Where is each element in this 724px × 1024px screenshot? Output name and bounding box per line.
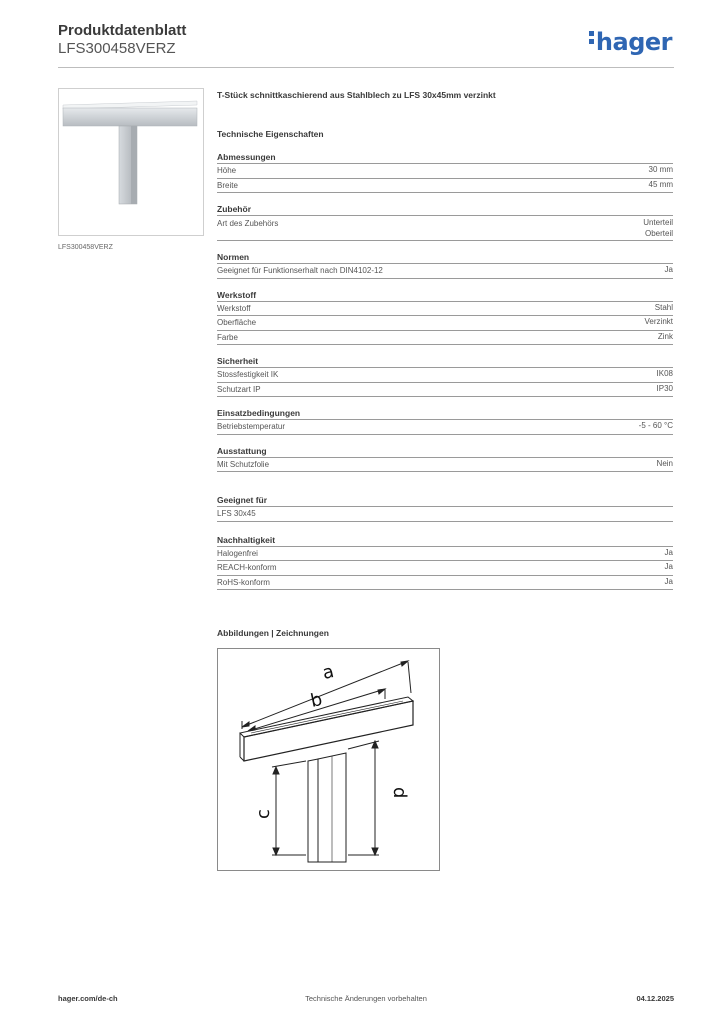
section-heading: Nachhaltigkeit	[217, 534, 673, 547]
spec-label: REACH-konform	[217, 563, 277, 572]
spec-value	[639, 420, 673, 434]
spec-label: Farbe	[217, 332, 238, 342]
product-photo-icon	[59, 89, 205, 237]
document-title: Produktdatenblatt	[58, 22, 187, 39]
spec-value-line: IK08	[656, 369, 673, 378]
logo-text: hager	[595, 28, 672, 56]
spec-section	[217, 494, 673, 522]
spec-value-line: 45 mm	[648, 179, 673, 189]
spec-label: Halogenfrei	[217, 548, 258, 558]
spec-value	[649, 179, 673, 193]
spec-label: Oberfläche	[217, 318, 257, 327]
spec-value-line: Oberteil	[644, 229, 673, 238]
spec-value	[643, 217, 673, 239]
spec-row	[217, 576, 673, 591]
section-heading: Werkstoff	[217, 289, 673, 302]
spec-label: Höhe	[217, 166, 237, 175]
spec-section	[217, 251, 673, 279]
tech-properties-title: Technische Eigenschaften	[217, 129, 324, 139]
spec-row	[217, 264, 673, 279]
dim-label-a: a	[320, 661, 336, 684]
page-header	[58, 22, 674, 68]
spec-row	[217, 458, 673, 473]
specifications	[217, 88, 673, 590]
spec-label: Betriebstemperatur	[217, 422, 286, 431]
spec-value-line: Ja	[664, 265, 673, 274]
dimension-drawing	[217, 648, 440, 871]
spec-value	[665, 547, 673, 561]
section-heading: Einsatzbedingungen	[217, 407, 673, 420]
spec-row	[217, 368, 673, 383]
spec-label: Geeignet für Funktionserhalt nach DIN4102-12	[217, 266, 383, 275]
product-image	[58, 88, 204, 236]
spec-row	[217, 216, 673, 241]
spec-row	[217, 331, 673, 346]
figures-title: Abbildungen | Zeichnungen	[217, 628, 329, 638]
section-heading: Zubehör	[217, 203, 673, 216]
dim-label-b: b	[308, 688, 325, 712]
spec-value	[657, 368, 673, 382]
dim-label-c: c	[253, 809, 274, 819]
footer-notice: Technische Änderungen vorbehalten	[305, 994, 427, 1003]
spec-value	[657, 383, 673, 397]
spec-section	[217, 289, 673, 346]
footer-website-link[interactable]: hager.com/de-ch	[58, 994, 118, 1003]
spec-value-line: Verzinkt	[644, 317, 673, 326]
hager-logo	[589, 28, 672, 56]
spec-value-line: 30 mm	[648, 165, 673, 174]
section-heading: Geeignet für	[217, 494, 673, 507]
spec-value-line: -5 - 60 °C	[638, 421, 673, 430]
dim-label-d: d	[389, 787, 410, 799]
spec-value	[655, 302, 673, 316]
section-heading: Ausstattung	[217, 445, 673, 458]
spec-section	[217, 407, 673, 435]
spec-label: LFS 30x45	[217, 509, 256, 518]
spec-row	[217, 179, 673, 194]
section-heading: Sicherheit	[217, 355, 673, 368]
technical-drawing-icon	[218, 649, 439, 870]
section-heading: Normen	[217, 251, 673, 264]
spec-row	[217, 302, 673, 317]
spec-value	[658, 331, 673, 345]
spec-value	[665, 561, 673, 575]
spec-value	[665, 576, 673, 590]
spec-value	[645, 316, 673, 330]
spec-value	[649, 164, 673, 178]
spec-row	[217, 561, 673, 576]
spec-section	[217, 355, 673, 397]
spec-label: Stossfestigkeit IK	[217, 370, 279, 379]
spec-value-line: Ja	[664, 576, 673, 586]
short-description: T-Stück schnittkaschierend aus Stahlblech zu LFS 30x45mm verzinkt	[217, 90, 496, 100]
spec-label: Art des Zubehörs	[217, 219, 279, 228]
spec-row	[217, 507, 673, 522]
spec-value-line: Ja	[664, 547, 673, 557]
spec-row	[217, 383, 673, 398]
spec-section	[217, 534, 673, 591]
section-heading: Abmessungen	[217, 151, 673, 164]
spec-value-line: Stahl	[654, 302, 673, 312]
spec-value-line: IP30	[656, 383, 673, 393]
spec-row	[217, 547, 673, 562]
spec-value-line: Ja	[664, 562, 673, 571]
spec-value-line: Unterteil	[643, 218, 673, 227]
spec-value-line: Zink	[657, 331, 673, 341]
spec-label: Mit Schutzfolie	[217, 459, 270, 469]
image-caption: LFS300458VERZ	[58, 244, 113, 251]
spec-section	[217, 151, 673, 193]
spec-row	[217, 164, 673, 179]
spec-label: RoHS-konform	[217, 577, 270, 587]
spec-sections	[217, 151, 673, 590]
spec-section	[217, 203, 673, 241]
logo-dots-icon	[589, 31, 594, 47]
spec-value-line: Nein	[656, 458, 673, 468]
product-code: LFS300458VERZ	[58, 40, 176, 57]
spec-value	[665, 264, 673, 278]
spec-value	[657, 458, 673, 472]
spec-label: Schutzart IP	[217, 384, 261, 394]
spec-section	[217, 445, 673, 473]
spec-row	[217, 420, 673, 435]
spec-row	[217, 316, 673, 331]
footer-date: 04.12.2025	[636, 994, 674, 1003]
spec-label: Werkstoff	[217, 303, 251, 313]
spec-label: Breite	[217, 180, 238, 190]
